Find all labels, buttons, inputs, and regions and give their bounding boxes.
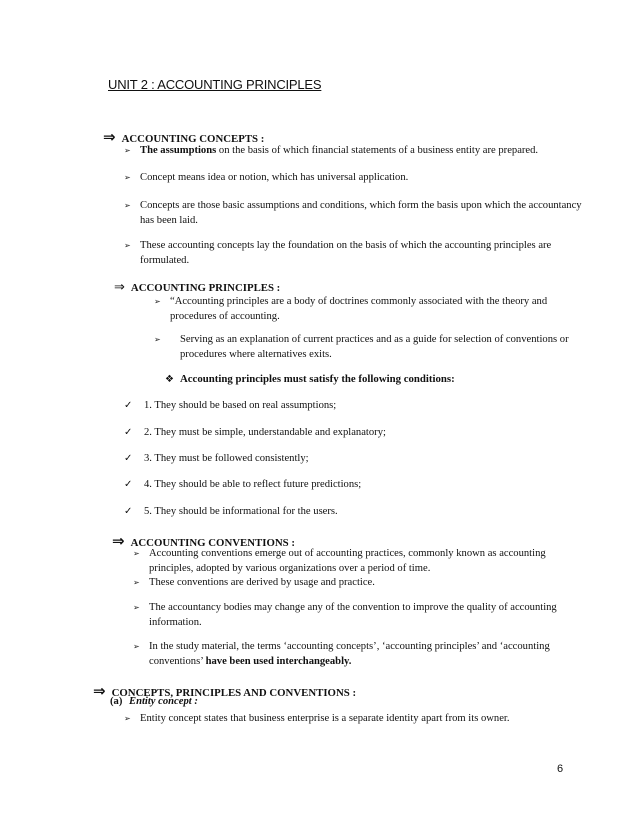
list-item: ➢ In the study material, the terms ‘accounting concepts’, ‘accounting principles’ and ‘accounting conventions’ have been used interchangeably.: [133, 641, 550, 667]
list-item: ➢ Concept means idea or notion, which has universal application.: [124, 172, 409, 183]
list-item: ➢ Entity concept states that business enterprise is a separate identity apart from its owner.: [124, 713, 510, 724]
double-arrow-icon: ⇒: [112, 532, 125, 550]
list-item: ✓ 2. They must be simple, understandable and explanatory;: [124, 427, 386, 438]
arrowhead-bullet-icon: ➢: [133, 642, 140, 651]
check-icon: ✓: [124, 453, 133, 464]
check-icon: ✓: [124, 427, 133, 438]
diamond-bullet-icon: ❖: [165, 374, 174, 385]
section-heading-concepts-principles-conventions: ⇒ CONCEPTS, PRINCIPLES AND CONVENTIONS :: [93, 682, 357, 700]
list-item: ➢ Concepts are those basic assumptions and conditions, which form the basis upon which the accountancy has been laid.: [124, 200, 582, 226]
list-item: ✓ 5. They should be informational for the users.: [124, 506, 338, 517]
arrowhead-bullet-icon: ➢: [124, 201, 131, 210]
arrowhead-bullet-icon: ➢: [154, 335, 161, 344]
double-arrow-icon: ⇒: [93, 682, 106, 700]
check-icon: ✓: [124, 479, 133, 490]
arrowhead-bullet-icon: ➢: [154, 297, 161, 306]
list-item: ➢ The assumptions on the basis of which financial statements of a business entity are prepared.: [124, 145, 539, 156]
check-icon: ✓: [124, 506, 133, 517]
list-item: ✓ 4. They should be able to reflect future predictions;: [124, 479, 362, 490]
list-item: ➢ The accountancy bodies may change any of the convention to improve the quality of accounting information.: [133, 602, 557, 628]
double-arrow-icon: ⇒: [103, 128, 116, 146]
section-heading-principles: ⇒ ACCOUNTING PRINCIPLES :: [114, 280, 281, 295]
section-heading-conventions: ⇒ ACCOUNTING CONVENTIONS :: [112, 532, 295, 550]
arrowhead-bullet-icon: ➢: [124, 173, 131, 182]
page-number: 6: [557, 763, 564, 775]
list-item: ✓ 3. They must be followed consistently;: [124, 453, 309, 464]
list-item: ➢ These accounting concepts lay the foundation on the basis of which the accounting principles are formulated.: [124, 240, 552, 266]
arrowhead-bullet-icon: ➢: [124, 241, 131, 250]
arrowhead-bullet-icon: ➢: [124, 146, 131, 155]
page-title: UNIT 2 : ACCOUNTING PRINCIPLES: [108, 77, 322, 92]
arrowhead-bullet-icon: ➢: [124, 714, 131, 723]
list-item: ➢ These conventions are derived by usage and practice.: [133, 577, 375, 588]
list-item: ➢ “Accounting principles are a body of doctrines commonly associated with the theory and procedures of accounting.: [154, 296, 548, 322]
list-item: ➢ Serving as an explanation of current practices and as a guide for selection of conventions or procedures where alternatives exits.: [154, 334, 569, 360]
check-icon: ✓: [124, 400, 133, 411]
section-heading-concepts: ⇒ ACCOUNTING CONCEPTS :: [103, 128, 265, 146]
double-arrow-icon: ⇒: [114, 280, 125, 295]
list-item: ➢ Accounting conventions emerge out of accounting practices, commonly known as accounting principles, adopted by various organizations over a period of time.: [133, 548, 546, 574]
arrowhead-bullet-icon: ➢: [133, 578, 140, 587]
arrowhead-bullet-icon: ➢: [133, 603, 140, 612]
subsection-entity-concept: (a) Entity concept :: [110, 696, 198, 707]
list-item: ✓ 1. They should be based on real assumptions;: [124, 400, 337, 411]
conditions-heading: ❖ Accounting principles must satisfy the following conditions:: [165, 373, 455, 385]
arrowhead-bullet-icon: ➢: [133, 549, 140, 558]
